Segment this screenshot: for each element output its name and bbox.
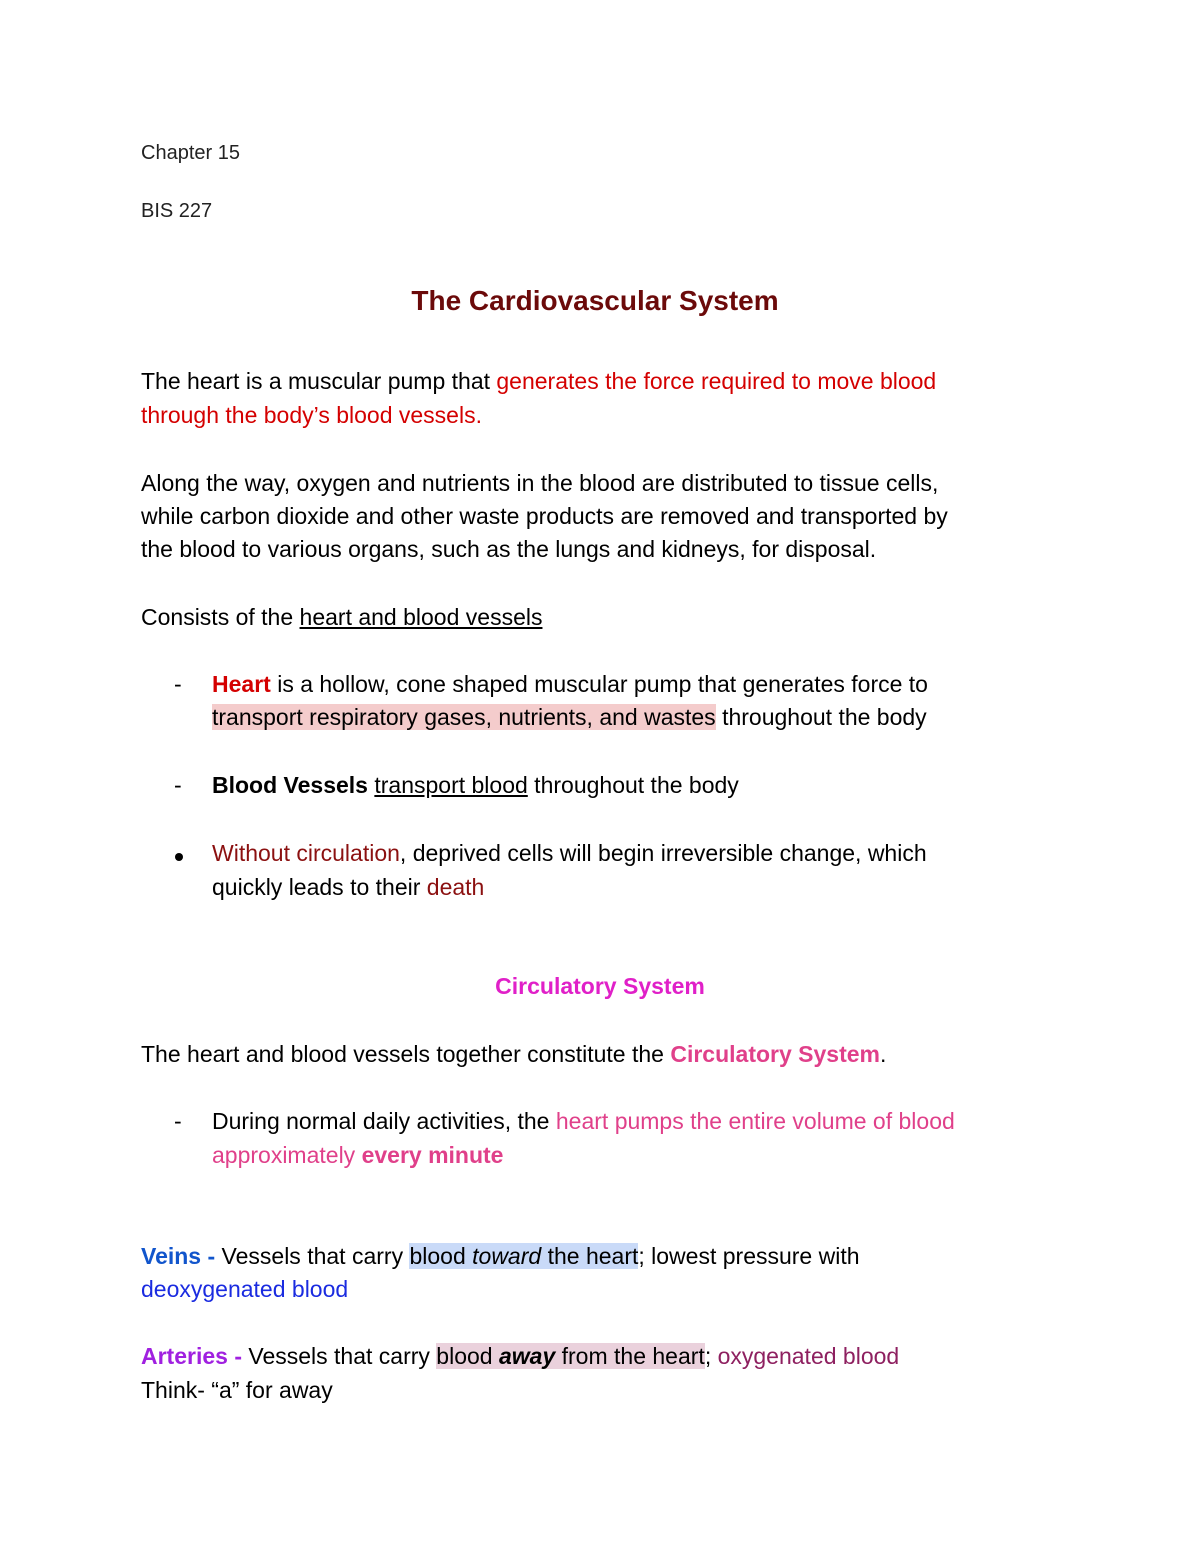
veins-highlight xyxy=(409,1243,638,1269)
toward-italic: toward xyxy=(472,1243,542,1269)
think-line: Think- “a” for away xyxy=(141,1377,333,1403)
semicolon: ; xyxy=(704,1343,718,1369)
veins-term: Veins - xyxy=(141,1243,222,1269)
heart-desc-end: throughout the body xyxy=(715,704,927,730)
arteries-text: Vessels that carry xyxy=(248,1343,437,1369)
heart-desc: is a hollow, cone shaped muscular pump that generates force to xyxy=(270,671,928,697)
chapter-label: Chapter 15 xyxy=(141,142,240,164)
away-italic: away xyxy=(498,1343,556,1369)
intro-emphasis: generates the force required to move blood xyxy=(496,368,937,394)
intro-line-2: through the body’s blood vessels. xyxy=(141,402,482,428)
circulation-bullet-line-2 xyxy=(212,871,484,904)
consists-text: Consists of the xyxy=(141,604,300,630)
veins-text: Vessels that carry xyxy=(221,1243,410,1269)
veins-line-2: deoxygenated blood xyxy=(141,1276,349,1302)
course-label: BIS 227 xyxy=(141,200,213,222)
bullet-dash: - xyxy=(174,671,182,697)
intro-line-1 xyxy=(141,365,936,398)
daily-emphasis: heart pumps the entire volume of blood xyxy=(555,1108,955,1134)
circulatory-line xyxy=(141,1038,886,1071)
approx-text: approximately xyxy=(212,1142,362,1168)
death-term: death xyxy=(426,874,485,900)
daily-text: During normal daily activities, the xyxy=(212,1108,556,1134)
circulatory-text: The heart and blood vessels together constitute the xyxy=(141,1041,671,1067)
circulation-desc: , deprived cells will begin irreversible change, which xyxy=(399,840,927,866)
daily-bullet-line-1 xyxy=(212,1105,955,1138)
bullet-dash: - xyxy=(174,772,182,798)
para-2-line-2: while carbon dioxide and other waste products are removed and transported by xyxy=(141,503,948,529)
vessels-underlined: transport blood xyxy=(374,772,528,798)
hl-text: blood xyxy=(436,1343,499,1369)
veins-line-1 xyxy=(141,1240,860,1273)
section-heading: Circulatory System xyxy=(495,973,705,999)
hl-text: the heart xyxy=(541,1243,639,1269)
without-circulation-term: Without circulation xyxy=(212,840,400,866)
period: . xyxy=(879,1041,887,1067)
vessels-term: Blood Vessels xyxy=(212,772,368,798)
vessels-desc: throughout the body xyxy=(527,772,739,798)
circulatory-term: Circulatory System xyxy=(670,1041,880,1067)
arteries-line-1 xyxy=(141,1340,899,1373)
para-2-line-3: the blood to various organs, such as the lungs and kidneys, for disposal. xyxy=(141,536,877,562)
heart-highlight: transport respiratory gases, nutrients, and wastes xyxy=(212,704,716,730)
page-title: The Cardiovascular System xyxy=(411,285,779,316)
heart-bullet-line-2 xyxy=(212,701,927,734)
hl-text: blood xyxy=(409,1243,473,1269)
consists-line xyxy=(141,601,542,634)
para-2-line-1: Along the way, oxygen and nutrients in the blood are distributed to tissue cells, xyxy=(141,470,939,496)
hl-text: from the heart xyxy=(555,1343,705,1369)
bullet-dash: - xyxy=(174,1108,182,1134)
circulation-desc-end: quickly leads to their xyxy=(212,874,427,900)
arteries-term: Arteries - xyxy=(141,1343,249,1369)
heart-term: Heart xyxy=(212,671,271,697)
consists-underlined: heart and blood vessels xyxy=(299,604,543,630)
vessels-bullet-line xyxy=(212,769,739,802)
arteries-highlight xyxy=(436,1343,705,1369)
intro-text: The heart is a muscular pump that xyxy=(141,368,497,394)
every-minute: every minute xyxy=(361,1142,504,1168)
bullet-dot xyxy=(175,853,183,861)
oxygenated-blood: oxygenated blood xyxy=(717,1343,900,1369)
circulation-bullet-line-1 xyxy=(212,837,927,870)
daily-bullet-line-2 xyxy=(212,1139,503,1172)
heart-bullet-line-1 xyxy=(212,668,928,701)
veins-desc: ; lowest pressure with xyxy=(638,1243,860,1269)
